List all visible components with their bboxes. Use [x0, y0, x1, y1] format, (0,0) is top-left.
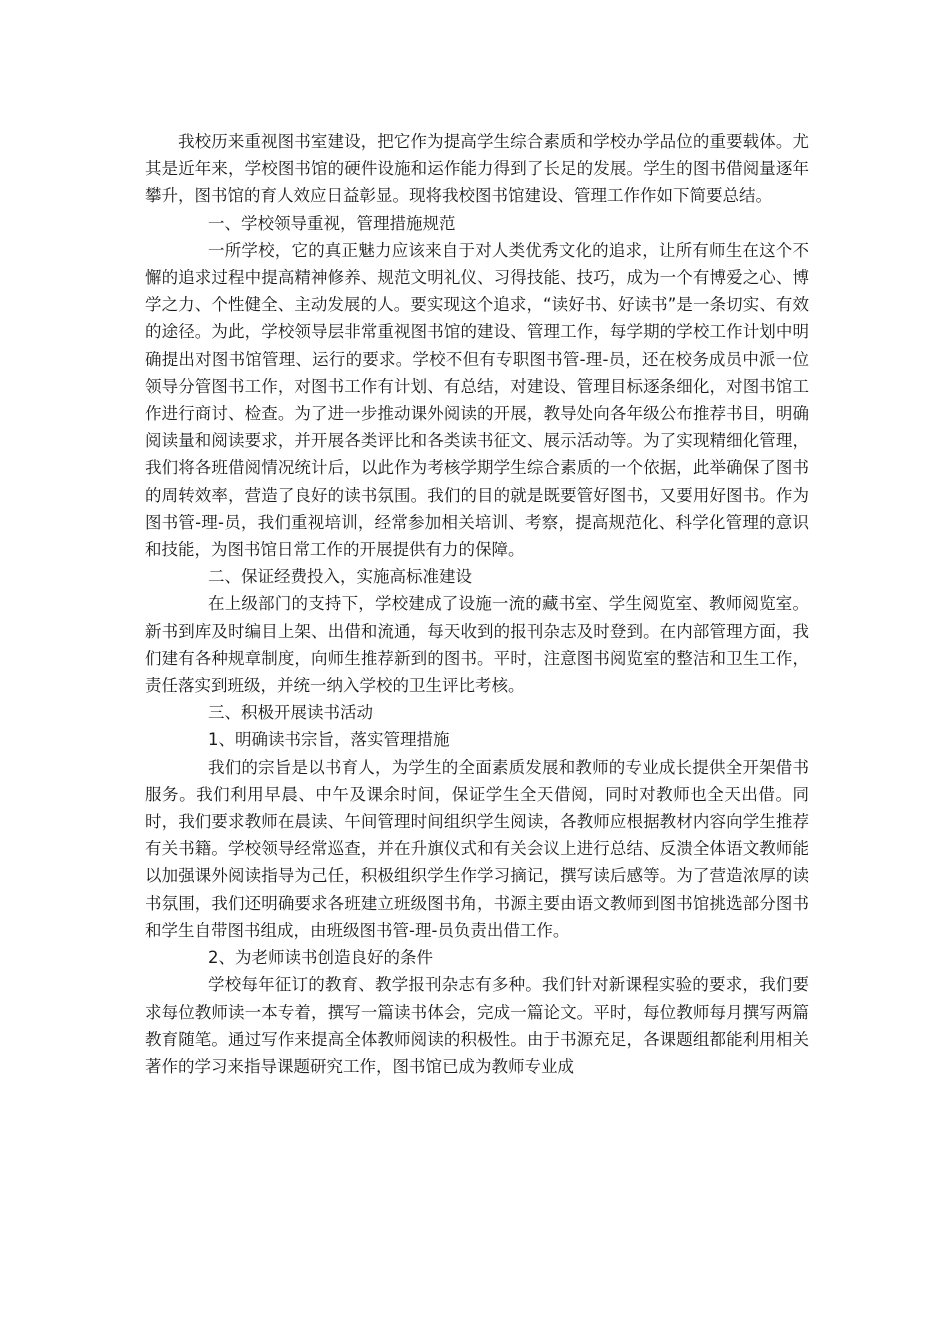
subsection-heading-3-2: 2、为老师读书创造良好的条件	[208, 948, 433, 968]
paragraph-subsection-3-1: 我们的宗旨是以书育人，为学生的全面素质发展和教师的专业成长提供全开架借书服务。我们利用早晨、中午及课余时间，保证学生全天借阅，同时对教师也全天出借。同时，我们要求教师在晨读、午间管理时间组织学生阅读，各教师应根据教材内容向学生推荐有关书籍。学校领导经常巡查，并在升旗仪式和有关会议上进行总结、反溃全体语文教师能以加强课外阅读指导为己任，积极组织学生作学习摘记，撰写读后感等。为了营造浓厚的读书氛围，我们还明确要求各班建立班级图书角，书源主要由语文教师到图书馆挑选部分图书和学生自带图书组成，由班级图书管-理-员负责出借工作。	[145, 757, 809, 940]
section-heading-3: 三、积极开展读书活动	[208, 703, 373, 723]
paragraph-subsection-3-2: 学校每年征订的教育、教学报刊杂志有多种。我们针对新课程实验的要求，我们要求每位教师读一本专着，撰写一篇读书体会，完成一篇论文。平时，每位教师每月撰写两篇教育随笔。通过写作来提高全体教师阅读的积极性。由于书源充足，各课题组都能利用相关著作的学习来指导课题研究工作，图书馆已成为教师专业成	[145, 975, 809, 1076]
document-body	[145, 128, 809, 1080]
subsection-heading-3-1: 1、明确读书宗旨，落实管理措施	[208, 730, 450, 750]
paragraph-intro: 我校历来重视图书室建设，把它作为提高学生综合素质和学校办学品位的重要载体。尤其是近年来，学校图书馆的硬件设施和运作能力得到了长足的发展。学生的图书借阅量逐年攀升，图书馆的育人效应日益彰显。现将我校图书馆建设、管理工作作如下简要总结。	[145, 132, 809, 206]
paragraph-section-1: 一所学校，它的真正魅力应该来自于对人类优秀文化的追求，让所有师生在这个不懈的追求过程中提高精神修养、规范文明礼仪、习得技能、技巧，成为一个有博爱之心、博学之力、个性健全、主动发展的人。要实现这个追求，“读好书、好读书”是一条切实、有效的途径。为此，学校领导层非常重视图书馆的建设、管理工作，每学期的学校工作计划中明确提出对图书馆管理、运行的要求。学校不但有专职图书管-理-员，还在校务成员中派一位领导分管图书工作，对图书工作有计划、有总结，对建设、管理目标逐条细化，对图书馆工作进行商讨、检查。为了进一步推动课外阅读的开展，教导处向各年级公布推荐书目，明确阅读量和阅读要求，并开展各类评比和各类读书征文、展示活动等。为了实现精细化管理，我们将各班借阅情况统计后，以此作为考核学期学生综合素质的一个依据，此举确保了图书的周转效率，营造了良好的读书氛围。我们的目的就是既要管好图书，又要用好图书。作为图书管-理-员，我们重视培训，经常参加相关培训、考察，提高规范化、科学化管理的意识和技能，为图书馆日常工作的开展提供有力的保障。	[145, 240, 809, 560]
section-heading-2: 二、保证经费投入，实施高标准建设	[208, 567, 472, 587]
paragraph-section-2: 在上级部门的支持下，学校建成了设施一流的藏书室、学生阅览室、教师阅览室。新书到库及时编目上架、出借和流通，每天收到的报刊杂志及时登到。在内部管理方面，我们建有各种规章制度，向师生推荐新到的图书。平时，注意图书阅览室的整洁和卫生工作，责任落实到班级，并统一纳入学校的卫生评比考核。	[145, 594, 809, 696]
section-heading-1: 一、学校领导重视，管理措施规范	[208, 213, 456, 233]
